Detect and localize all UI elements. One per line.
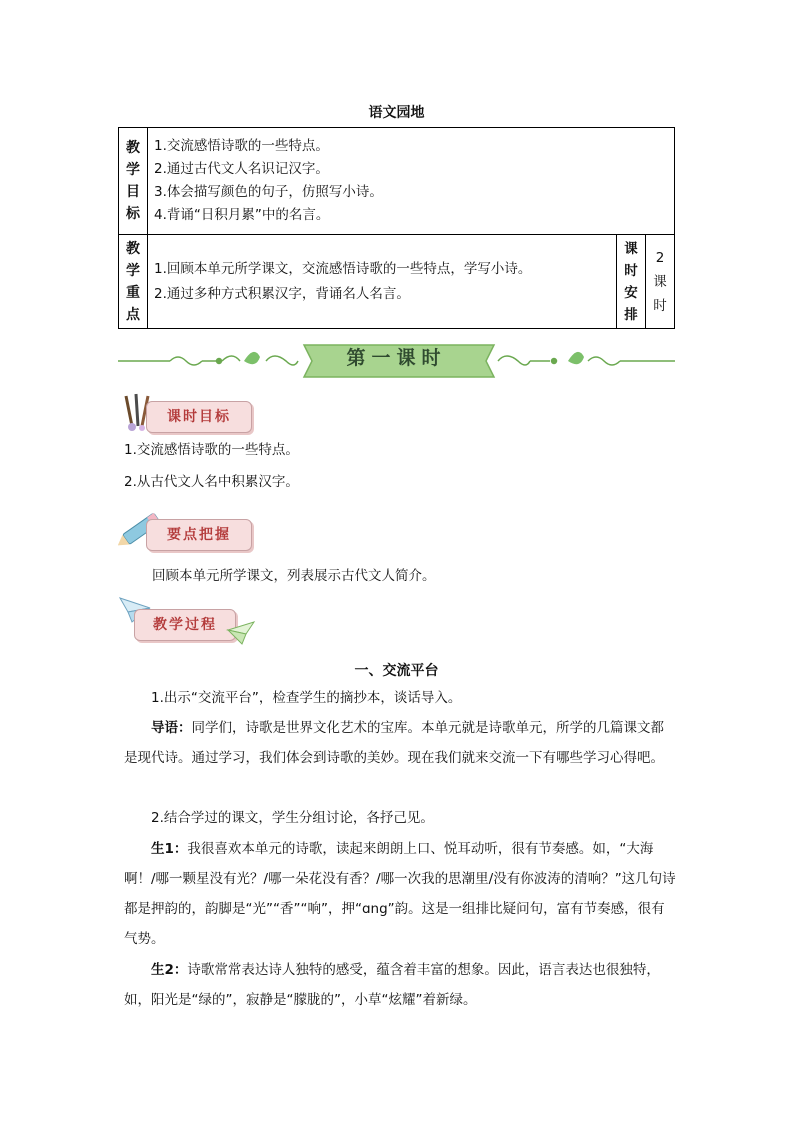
schedule-head-char: 时 bbox=[624, 262, 638, 279]
schedule-head-char: 安 bbox=[624, 284, 638, 301]
objective-item: 1.交流感悟诗歌的一些特点。 bbox=[124, 442, 299, 458]
objectives-label: 课时目标 bbox=[146, 401, 252, 433]
key-head-char: 重 bbox=[126, 284, 140, 301]
schedule-head-char: 排 bbox=[624, 306, 638, 323]
schedule-head-char: 课 bbox=[624, 240, 638, 257]
key-head-char: 点 bbox=[126, 306, 140, 323]
student-2-label: 生2： bbox=[151, 962, 188, 978]
schedule-header bbox=[617, 235, 646, 329]
lesson-plan-table bbox=[118, 127, 675, 329]
schedule-value-char: 课 bbox=[653, 273, 667, 290]
schedule-value bbox=[646, 235, 675, 329]
student-1-label: 生1： bbox=[151, 841, 188, 857]
key-item: 1.回顾本单元所学课文，交流感悟诗歌的一些特点，学写小诗。 bbox=[154, 260, 532, 277]
key-item: 2.通过多种方式积累汉字，背诵名人名言。 bbox=[154, 285, 410, 302]
process-label: 教学过程 bbox=[134, 609, 236, 641]
paper-plane-icon bbox=[226, 618, 256, 646]
goal-head-char: 标 bbox=[126, 206, 140, 222]
goal-item: 2.通过古代文人名识记汉字。 bbox=[154, 161, 329, 177]
intro-text: 同学们，诗歌是世界文化艺术的宝库。本单元就是诗歌单元，所学的几篇课文都是现代诗。通过学习，我们体会到诗歌的美妙。现在我们就来交流一下有哪些学习心得吧。 bbox=[124, 720, 664, 766]
student-2-text: 诗歌常常表达诗人独特的感受，蕴含着丰富的想象。因此，语言表达也很独特，如，阳光是“绿的”，寂静是“朦胧的”，小草“炫耀”着新绿。 bbox=[124, 962, 660, 1008]
key-head-char: 学 bbox=[126, 262, 140, 279]
document-title: 语文园地 bbox=[368, 105, 425, 121]
teaching-goals bbox=[148, 128, 675, 235]
lesson-banner-title: 第一课时 bbox=[346, 347, 447, 369]
keys-header bbox=[119, 235, 148, 329]
step-2: 2.结合学过的课文，学生分组讨论，各抒己见。 bbox=[151, 810, 434, 826]
goal-head-char: 学 bbox=[126, 162, 140, 178]
step-1: 1.出示“交流平台”，检查学生的摘抄本，谈话导入。 bbox=[151, 690, 462, 706]
schedule-value-char: 2 bbox=[655, 249, 665, 266]
student-1-paragraph bbox=[124, 834, 676, 954]
objective-item: 2.从古代文人名中积累汉字。 bbox=[124, 474, 299, 490]
key-head-char: 教 bbox=[126, 240, 140, 257]
goal-head-char: 目 bbox=[126, 184, 140, 200]
student-2-paragraph bbox=[124, 955, 676, 1015]
goal-item: 3.体会描写颜色的句子，仿照写小诗。 bbox=[154, 184, 383, 200]
goal-item: 1.交流感悟诗歌的一些特点。 bbox=[154, 138, 329, 154]
goals-header bbox=[119, 128, 148, 235]
teaching-keys bbox=[148, 235, 617, 329]
goal-head-char: 教 bbox=[126, 140, 140, 156]
intro-paragraph bbox=[124, 713, 676, 773]
key-points-text: 回顾本单元所学课文，列表展示古代文人简介。 bbox=[152, 568, 436, 584]
key-points-label: 要点把握 bbox=[146, 519, 252, 551]
student-1-text: 我很喜欢本单元的诗歌，读起来朗朗上口、悦耳动听，很有节奏感。如，“大海啊！/哪一颗星没有光？/哪一朵花没有香？/哪一次我的思潮里/没有你波涛的清响？”这几句诗都是押韵的，韵脚是“光”“香”“响”，押“ɑng”韵。这是一组排比疑问句，富有节奏感，很有气势。 bbox=[124, 841, 676, 947]
schedule-value-char: 时 bbox=[653, 297, 667, 314]
goal-item: 4.背诵“日积月累”中的名言。 bbox=[154, 207, 330, 223]
section-heading: 一、交流平台 bbox=[354, 663, 439, 679]
intro-label: 导语： bbox=[151, 720, 192, 736]
